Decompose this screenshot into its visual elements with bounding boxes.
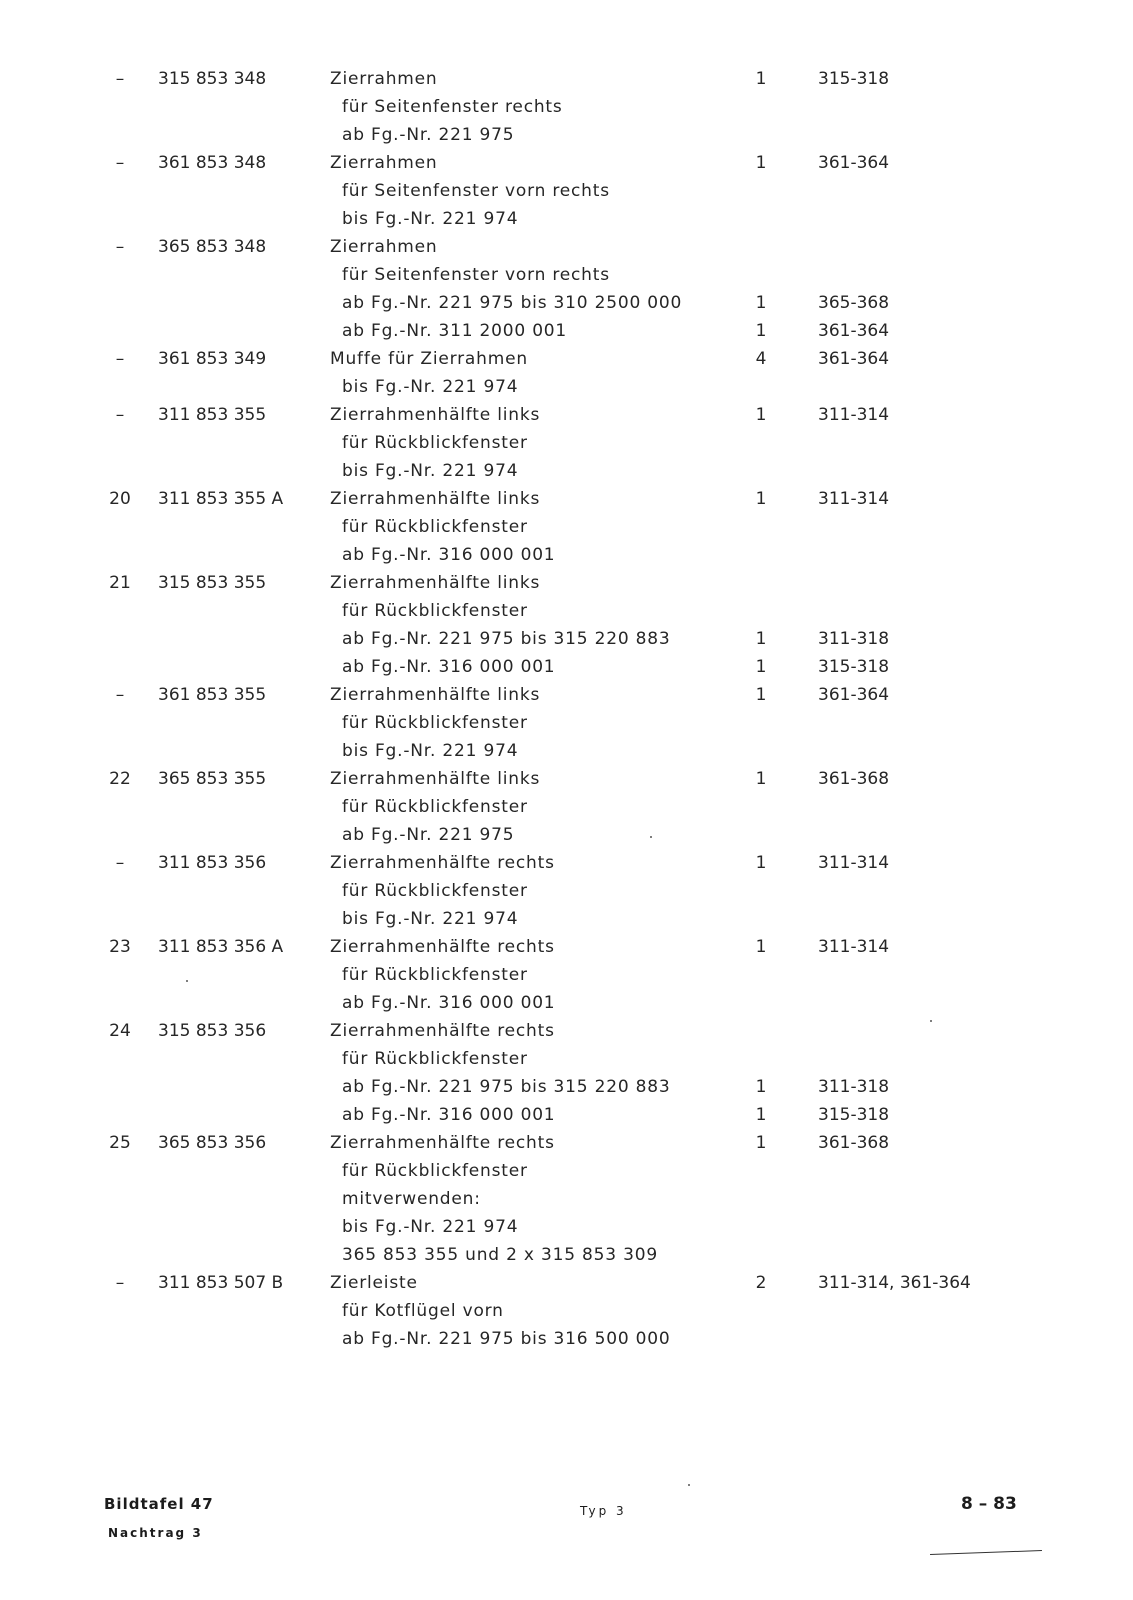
position-number: –: [115, 349, 125, 369]
quantity: 1: [755, 1133, 767, 1153]
table-row: [0, 627, 1133, 651]
part-description: Zierrahmenhälfte links: [330, 573, 541, 593]
vehicle-types: 361-364: [818, 685, 890, 705]
table-row: [0, 1187, 1133, 1211]
table-row: [0, 235, 1133, 259]
part-number: 365 853 348: [158, 237, 267, 257]
vehicle-types: 315-318: [818, 657, 890, 677]
part-number: 315 853 356: [158, 1021, 267, 1041]
table-row: [0, 1131, 1133, 1155]
part-description: 365 853 355 und 2 x 315 853 309: [342, 1245, 658, 1265]
table-row: [0, 1215, 1133, 1239]
part-description: Zierrahmenhälfte rechts: [330, 853, 555, 873]
position-number: –: [115, 1273, 125, 1293]
part-description: Zierrahmenhälfte links: [330, 489, 541, 509]
table-row: [0, 1327, 1133, 1351]
part-description: bis Fg.-Nr. 221 974: [342, 209, 519, 229]
part-number: 315 853 348: [158, 69, 267, 89]
part-description: für Rückblickfenster: [342, 433, 528, 453]
part-description: bis Fg.-Nr. 221 974: [342, 461, 519, 481]
part-description: ab Fg.-Nr. 221 975: [342, 825, 515, 845]
part-description: für Rückblickfenster: [342, 713, 528, 733]
scan-speck: [688, 1484, 690, 1486]
part-number: 311 853 356: [158, 853, 267, 873]
table-row: [0, 963, 1133, 987]
part-description: Zierleiste: [330, 1273, 418, 1293]
position-number: –: [115, 237, 125, 257]
part-description: ab Fg.-Nr. 316 000 001: [342, 545, 556, 565]
part-description: ab Fg.-Nr. 311 2000 001: [342, 321, 568, 341]
vehicle-types: 311-314: [818, 937, 890, 957]
part-description: ab Fg.-Nr. 221 975 bis 310 2500 000: [342, 293, 683, 313]
vehicle-types: 361-364: [818, 349, 890, 369]
part-description: Zierrahmenhälfte links: [330, 685, 541, 705]
table-row: [0, 879, 1133, 903]
vehicle-types: 361-364: [818, 321, 890, 341]
scan-speck: [186, 980, 188, 982]
position-number: 23: [109, 937, 131, 957]
part-description: Zierrahmen: [330, 153, 438, 173]
table-row: [0, 571, 1133, 595]
position-number: –: [115, 153, 125, 173]
table-row: [0, 1243, 1133, 1267]
position-number: –: [115, 405, 125, 425]
table-row: [0, 795, 1133, 819]
table-row: [0, 935, 1133, 959]
part-number: 311 853 355 A: [158, 489, 284, 509]
quantity: 1: [755, 769, 767, 789]
table-row: [0, 151, 1133, 175]
quantity: 1: [755, 685, 767, 705]
table-row: [0, 403, 1133, 427]
part-number: 311 853 355: [158, 405, 267, 425]
footer-rule: [930, 1550, 1042, 1555]
part-description: für Rückblickfenster: [342, 517, 528, 537]
part-description: ab Fg.-Nr. 221 975 bis 315 220 883: [342, 629, 671, 649]
part-description: für Seitenfenster rechts: [342, 97, 563, 117]
quantity: 1: [755, 1077, 767, 1097]
table-row: [0, 347, 1133, 371]
table-row: [0, 823, 1133, 847]
table-row: [0, 1103, 1133, 1127]
part-description: für Seitenfenster vorn rechts: [342, 265, 610, 285]
quantity: 1: [755, 293, 767, 313]
quantity: 1: [755, 1105, 767, 1125]
part-number: 361 853 349: [158, 349, 267, 369]
part-description: für Seitenfenster vorn rechts: [342, 181, 610, 201]
table-row: [0, 683, 1133, 707]
part-description: ab Fg.-Nr. 316 000 001: [342, 993, 556, 1013]
table-row: [0, 291, 1133, 315]
position-number: –: [115, 69, 125, 89]
vehicle-types: 315-318: [818, 69, 890, 89]
part-number: 365 853 356: [158, 1133, 267, 1153]
table-row: [0, 459, 1133, 483]
part-description: bis Fg.-Nr. 221 974: [342, 909, 519, 929]
quantity: 1: [755, 321, 767, 341]
table-row: [0, 1299, 1133, 1323]
part-description: bis Fg.-Nr. 221 974: [342, 741, 519, 761]
table-row: [0, 1019, 1133, 1043]
table-row: [0, 1047, 1133, 1071]
part-number: 311 853 507 B: [158, 1273, 284, 1293]
part-number: 361 853 355: [158, 685, 267, 705]
quantity: 2: [755, 1273, 767, 1293]
quantity: 4: [755, 349, 767, 369]
table-row: [0, 431, 1133, 455]
part-description: Zierrahmen: [330, 69, 438, 89]
vehicle-types: 361-364: [818, 153, 890, 173]
part-description: Zierrahmenhälfte links: [330, 769, 541, 789]
table-row: [0, 319, 1133, 343]
part-description: für Rückblickfenster: [342, 1161, 528, 1181]
quantity: 1: [755, 405, 767, 425]
part-description: Zierrahmenhälfte rechts: [330, 937, 555, 957]
part-description: für Rückblickfenster: [342, 601, 528, 621]
part-number: 315 853 355: [158, 573, 267, 593]
table-row: [0, 515, 1133, 539]
position-number: 25: [109, 1133, 131, 1153]
quantity: 1: [755, 69, 767, 89]
page-number: 8 – 83: [961, 1494, 1017, 1514]
table-row: [0, 739, 1133, 763]
quantity: 1: [755, 853, 767, 873]
table-row: [0, 543, 1133, 567]
part-description: für Rückblickfenster: [342, 1049, 528, 1069]
part-description: bis Fg.-Nr. 221 974: [342, 377, 519, 397]
table-row: [0, 907, 1133, 931]
table-row: [0, 711, 1133, 735]
scan-speck: [930, 1020, 932, 1022]
table-row: [0, 487, 1133, 511]
vehicle-types: 365-368: [818, 293, 890, 313]
part-description: ab Fg.-Nr. 221 975 bis 316 500 000: [342, 1329, 671, 1349]
part-number: 365 853 355: [158, 769, 267, 789]
quantity: 1: [755, 629, 767, 649]
table-row: [0, 991, 1133, 1015]
vehicle-types: 311-318: [818, 629, 890, 649]
table-row: [0, 851, 1133, 875]
table-row: [0, 207, 1133, 231]
vehicle-types: 311-314: [818, 853, 890, 873]
position-number: 21: [109, 573, 131, 593]
part-description: ab Fg.-Nr. 316 000 001: [342, 1105, 556, 1125]
table-row: [0, 767, 1133, 791]
quantity: 1: [755, 153, 767, 173]
table-row: [0, 655, 1133, 679]
table-row: [0, 95, 1133, 119]
part-description: ab Fg.-Nr. 221 975: [342, 125, 515, 145]
vehicle-types: 311-318: [818, 1077, 890, 1097]
part-description: Muffe für Zierrahmen: [330, 349, 528, 369]
quantity: 1: [755, 489, 767, 509]
part-description: für Rückblickfenster: [342, 797, 528, 817]
part-description: für Rückblickfenster: [342, 881, 528, 901]
table-row: [0, 179, 1133, 203]
part-description: ab Fg.-Nr. 316 000 001: [342, 657, 556, 677]
position-number: –: [115, 853, 125, 873]
table-row: [0, 123, 1133, 147]
part-number: 311 853 356 A: [158, 937, 284, 957]
table-row: [0, 599, 1133, 623]
scan-speck: [650, 836, 652, 838]
quantity: 1: [755, 657, 767, 677]
table-row: [0, 67, 1133, 91]
vehicle-types: 311-314: [818, 489, 890, 509]
part-description: bis Fg.-Nr. 221 974: [342, 1217, 519, 1237]
table-row: [0, 1271, 1133, 1295]
part-description: ab Fg.-Nr. 221 975 bis 315 220 883: [342, 1077, 671, 1097]
part-description: Zierrahmenhälfte links: [330, 405, 541, 425]
position-number: –: [115, 685, 125, 705]
vehicle-types: 361-368: [818, 1133, 890, 1153]
position-number: 20: [109, 489, 131, 509]
model-type: Typ 3: [580, 1504, 627, 1518]
part-description: Zierrahmen: [330, 237, 438, 257]
vehicle-types: 311-314: [818, 405, 890, 425]
part-description: für Rückblickfenster: [342, 965, 528, 985]
part-number: 361 853 348: [158, 153, 267, 173]
supplement-number: Nachtrag 3: [108, 1526, 203, 1540]
table-row: [0, 263, 1133, 287]
position-number: 22: [109, 769, 131, 789]
plate-number: Bildtafel 47: [104, 1495, 214, 1513]
position-number: 24: [109, 1021, 131, 1041]
table-row: [0, 1159, 1133, 1183]
part-description: Zierrahmenhälfte rechts: [330, 1021, 555, 1041]
part-description: für Kotflügel vorn: [342, 1301, 504, 1321]
table-row: [0, 1075, 1133, 1099]
part-description: mitverwenden:: [342, 1189, 481, 1209]
vehicle-types: 361-368: [818, 769, 890, 789]
vehicle-types: 315-318: [818, 1105, 890, 1125]
quantity: 1: [755, 937, 767, 957]
table-row: [0, 375, 1133, 399]
vehicle-types: 311-314, 361-364: [818, 1273, 971, 1293]
part-description: Zierrahmenhälfte rechts: [330, 1133, 555, 1153]
